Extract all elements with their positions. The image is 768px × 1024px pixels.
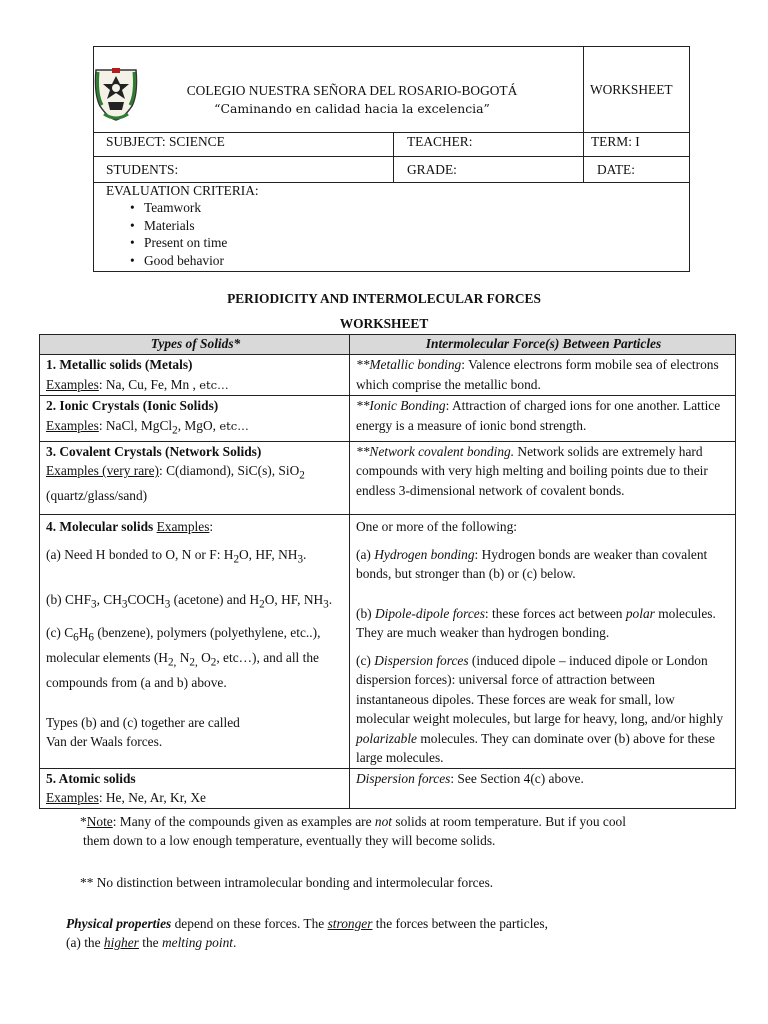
force-cell: **Metallic bonding: Valence electrons form mobile sea of electrons which comprise the metallic bond. (350, 355, 736, 396)
solid-examples: Examples: NaCl, MgCl$_2$, MgO, etc… (46, 417, 249, 437)
column-header-forces: Intermolecular Force(s) Between Particles (350, 335, 736, 355)
force-cell: Dispersion forces: See Section 4(c) above. (350, 768, 736, 808)
solid-examples: Examples: Na, Cu, Fe, Mn , etc… (46, 376, 229, 392)
force-cell: **Network covalent bonding. Network solids are extremely hard compounds with very high melting and boiling points due to their endless 3-dimensional network of covalent bonds. (350, 441, 736, 515)
evaluation-criteria-title: EVALUATION CRITERIA: (106, 183, 259, 198)
worksheet-title: PERIODICITY AND INTERMOLECULAR FORCES (227, 291, 541, 306)
note-double-star: ** No distinction between intramolecular bonding and intermolecular forces. (80, 875, 494, 890)
physical-properties-paragraph: Physical properties depend on these forces. The stronger the forces between the particles, (a) the higher the melting point. (66, 916, 548, 950)
solid-type-cell (40, 515, 350, 769)
subject-field: SUBJECT: SCIENCE (106, 134, 225, 149)
table-row (40, 355, 736, 396)
force-b: (b) Dipole-dipole forces: these forces act between polar molecules. They are much weaker than hydrogen bonding. (356, 605, 716, 641)
solid-type-cell (40, 441, 350, 515)
solid-type-title: 4. Molecular solids Examples: (46, 519, 214, 535)
criteria-item: • Present on time (126, 234, 227, 252)
criteria-item: • Good behavior (126, 252, 227, 270)
document-type: WORKSHEET (590, 82, 673, 97)
header-divider (583, 46, 584, 182)
note-footnote: *Note: Many of the compounds given as examples are not solids at room temperature. But if you cool them down to a low enough temperature, eventually they will become solids. (80, 814, 626, 848)
force-c: (c) Dispersion forces (induced dipole – induced dipole or London dispersion forces): universal force of attraction between instantaneous dipoles. These forces are weak for small, low molecular weight molecules, but large for heavy, long, and/or highly polarizable molecules. They can dominate over (b) above for these large molecules. (356, 652, 724, 766)
school-motto: “Caminando en calidad hacia la excelencia” (214, 101, 490, 116)
force-a: (a) Hydrogen bonding: Hydrogen bonds are weaker than covalent bonds, but stronger than (b) or (c) below. (356, 546, 708, 582)
table-row (40, 768, 736, 808)
criteria-item: • Materials (126, 217, 227, 235)
vdw-note-line2: Van der Waals forces. (46, 734, 163, 750)
criteria-item: • Teamwork (126, 199, 227, 217)
table-header-row (40, 335, 736, 355)
column-header-types: Types of Solids* (40, 335, 350, 355)
date-field: DATE: (597, 162, 635, 177)
term-field: TERM: I (591, 134, 640, 149)
table-row (40, 441, 736, 515)
force-intro: One or more of the following: (356, 519, 518, 535)
evaluation-criteria-list (126, 199, 227, 269)
solid-type-title: 3. Covalent Crystals (Network Solids) (46, 443, 262, 459)
solid-type-title: 1. Metallic solids (Metals) (46, 357, 193, 372)
force-cell: **Ionic Bonding: Attraction of charged ions for one another. Lattice energy is a measure of ionic bond strength. (350, 396, 736, 442)
solid-examples: Examples: He, Ne, Ar, Kr, Xe (46, 790, 206, 806)
force-cell (350, 515, 736, 769)
students-field: STUDENTS: (106, 162, 179, 177)
example-b: (b) $CHF_3$, $CH_3COCH_3$ (acetone) and $H_2O$, HF, $NH_3$. (46, 591, 333, 611)
teacher-field: TEACHER: (407, 134, 473, 149)
example-a: (a) Need H bonded to O, N or F: $H_2O$, HF, $NH_3$. (46, 546, 307, 566)
table-row (40, 396, 736, 442)
table-row (40, 515, 736, 769)
solid-type-cell (40, 768, 350, 808)
solids-forces-table (39, 334, 736, 809)
example-c: (c) $C_6H_6$ (benzene), polymers (polyethylene, etc..), molecular elements ($H_{2,}$ $N_{2,}$ $O_2$, etc…), and all the compounds from (a and b) above. (46, 625, 321, 691)
header-divider (393, 132, 394, 182)
solid-examples: Examples (very rare): C(diamond), SiC(s), SiO$_2$ (quartz/glass/sand) (46, 463, 305, 504)
vdw-note-line1: Types (b) and (c) together are called (46, 714, 240, 730)
header-divider (93, 156, 690, 157)
solid-type-title: 5. Atomic solids (46, 770, 136, 786)
school-crest-logo (92, 64, 140, 122)
school-name: COLEGIO NUESTRA SEÑORA DEL ROSARIO-BOGOTÁ (186, 83, 518, 98)
solid-type-cell (40, 355, 350, 396)
solid-type-cell (40, 396, 350, 442)
solid-type-title: 2. Ionic Crystals (Ionic Solids) (46, 398, 219, 413)
worksheet-subtitle: WORKSHEET (339, 316, 429, 331)
grade-field: GRADE: (407, 162, 457, 177)
